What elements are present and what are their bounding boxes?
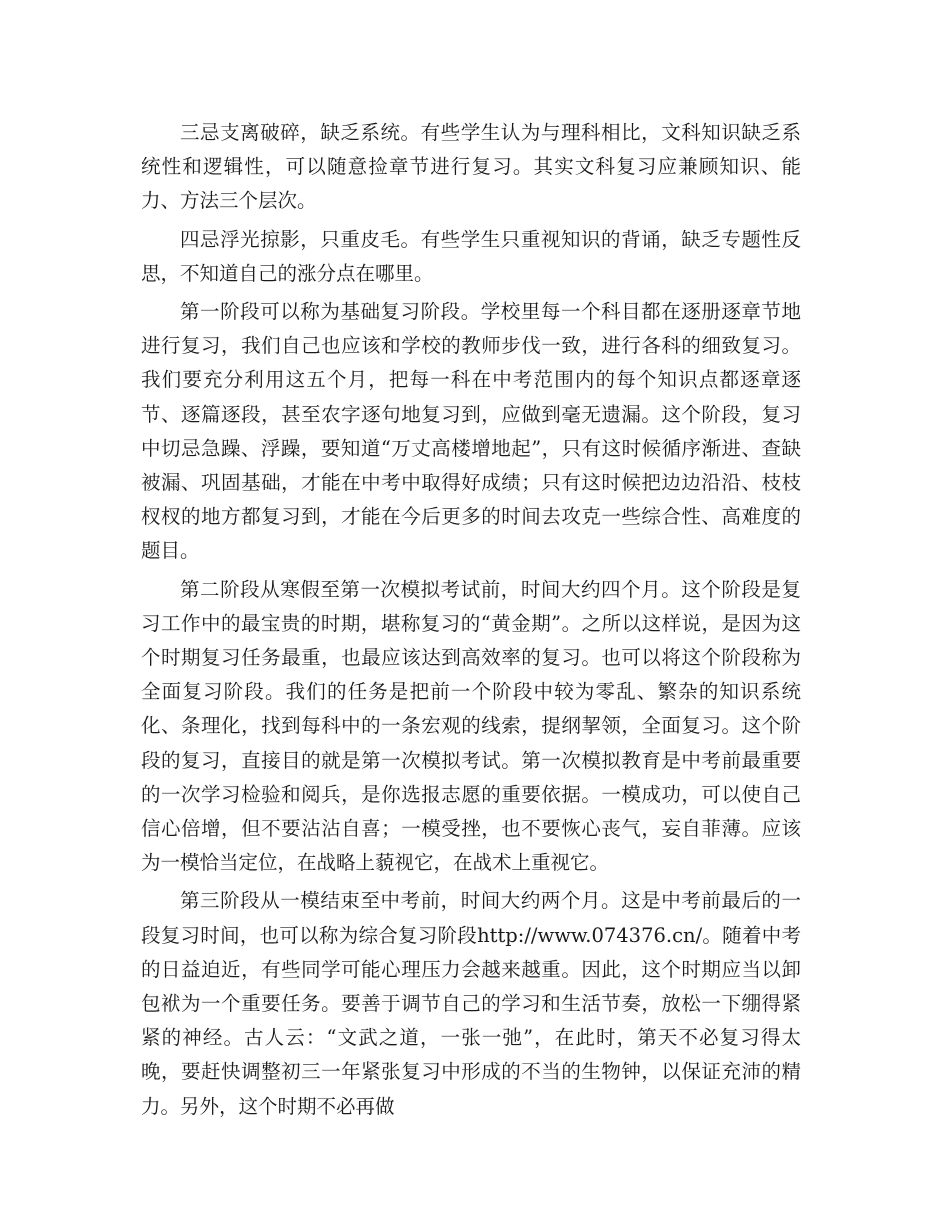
paragraph-5: 第三阶段从一模结束至中考前，时间大约两个月。这是中考前最后的一段复习时间，也可以称为综合复习阶段http://www.074376.cn/。随着中考的日益迫近，有些同学可能心理压力会越来越重。因此，这个时期应当以卸包袱为一个重要任务。要善于调节自己的学习和生活节奏，放松一下绷得紧紧的神经。古人云：“文武之道，一张一弛”，在此时，第天不必复习得太晚，要赶快调整初三一年紧张复习中形成的不当的生物钟，以保证充沛的精力。另外，这个时期不必再做 [141, 889, 801, 1118]
paragraph-4: 第二阶段从寒假至第一次模拟考试前，时间大约四个月。这个阶段是复习工作中的最宝贵的时期，堪称复习的“黄金期”。之所以这样说，是因为这个时期复习任务最重，也最应该达到高效率的复习。也可以将这个阶段称为全面复习阶段。我们的任务是把前一个阶段中较为零乱、繁杂的知识系统化、条理化，找到每科中的一条宏观的线索，提纲挈领，全面复习。这个阶段的复习，直接目的就是第一次模拟考试。第一次模拟教育是中考前最重要的一次学习检验和阅兵，是你选报志愿的重要依据。一模成功，可以使自己信心倍增，但不要沾沾自喜；一模受挫，也不要恢心丧气，妄自菲薄。应该为一模恰当定位，在战略上藐视它，在战术上重视它。 [141, 577, 801, 875]
paragraph-2: 四忌浮光掠影，只重皮毛。有些学生只重视知识的背诵，缺乏专题性反思，不知道自己的涨分点在哪里。 [141, 227, 801, 285]
paragraph-1: 三忌支离破碎，缺乏系统。有些学生认为与理科相比，文科知识缺乏系统性和逻辑性，可以随意捡章节进行复习。其实文科复习应兼顾知识、能力、方法三个层次。 [141, 121, 801, 213]
paragraph-3: 第一阶段可以称为基础复习阶段。学校里每一个科目都在逐册逐章节地进行复习，我们自己也应该和学校的教师步伐一致，进行各科的细致复习。我们要充分利用这五个月，把每一科在中考范围内的每个知识点都逐章逐节、逐篇逐段，甚至农字逐句地复习到，应做到毫无遗漏。这个阶段，复习中切忌急躁、浮躁，要知道“万丈高楼增地起”，只有这时候循序渐进、查缺被漏、巩固基础，才能在中考中取得好成绩；只有这时候把边边沿沿、枝枝杈杈的地方都复习到，才能在今后更多的时间去攻克一些综合性、高难度的题目。 [141, 300, 801, 563]
document-body [141, 116, 801, 1128]
